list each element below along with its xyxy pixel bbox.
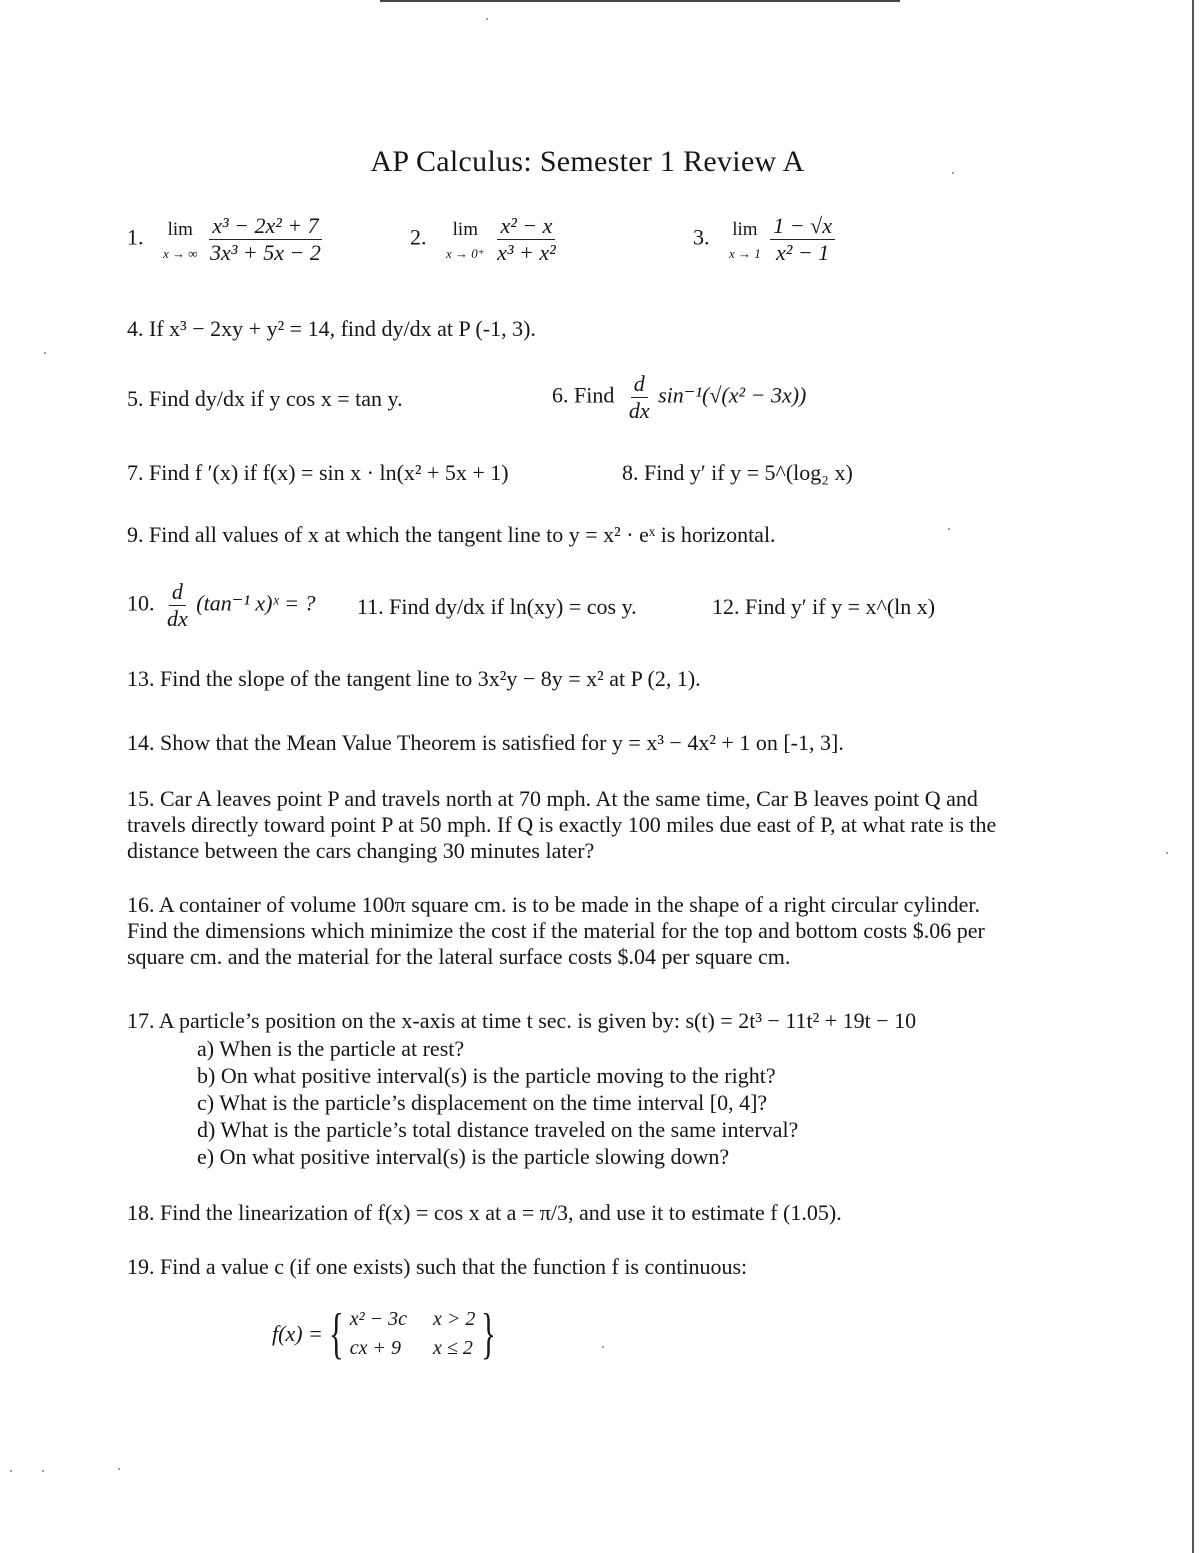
problem-number: 1.	[127, 224, 144, 250]
problem-4: 4. If x³ − 2xy + y² = 14, find dy/dx at P (-1, 3).	[127, 316, 536, 341]
problem-11: 11. Find dy/dx if ln(xy) = cos y.	[357, 594, 637, 619]
limit-operator: lim x → ∞	[163, 218, 198, 262]
page-title: AP Calculus: Semester 1 Review A	[370, 145, 805, 178]
scan-speck	[10, 1470, 12, 1472]
problem-number: 3.	[693, 224, 710, 250]
piecewise-function: f(x) = { x² − 3c x > 2 cx + 9 x ≤ 2 }	[272, 1303, 497, 1365]
problem-17b: b) On what positive interval(s) is the particle moving to the right?	[197, 1063, 776, 1088]
right-brace: }	[481, 1303, 497, 1365]
problem-3	[693, 214, 835, 265]
scan-speck	[118, 1468, 120, 1470]
right-edge-rule	[1192, 0, 1194, 1553]
problem-17d: d) What is the particle’s total distance traveled on the same interval?	[197, 1117, 799, 1142]
derivative-operator: $\frac{d}{dx}$	[628, 371, 650, 424]
problem-13: 13. Find the slope of the tangent line to 3x²y − 8y = x² at P (2, 1).	[127, 666, 701, 691]
problem-6: 6. Find $\frac{d}{dx}$ sin⁻¹(√(x² − 3x))	[552, 371, 807, 424]
problem-5: 5. Find dy/dx if y cos x = tan y.	[127, 386, 403, 411]
scan-speck	[1166, 852, 1168, 854]
top-rule	[380, 0, 900, 2]
problem-17c: c) What is the particle’s displacement on the time interval [0, 4]?	[197, 1090, 768, 1115]
fraction: $\frac{1 - √x}{\text{x² − 1}}$	[770, 214, 835, 265]
piecewise-cases: x² − 3c x > 2 cx + 9 x ≤ 2	[349, 1308, 476, 1359]
problem-10: 10. $\frac{d}{dx}$ (tan⁻¹ x)ˣ = ?	[127, 579, 316, 632]
problem-2	[410, 214, 559, 265]
problem-17a: a) When is the particle at rest?	[197, 1036, 465, 1061]
limit-operator: lim x → 1	[729, 218, 761, 262]
scan-speck	[42, 1470, 44, 1472]
scan-speck	[948, 528, 950, 530]
problem-14: 14. Show that the Mean Value Theorem is satisfied for y = x³ − 4x² + 1 on [-1, 3].	[127, 730, 844, 755]
fraction: $\frac{\text{x² − x}}{\text{x³ + x²}}$	[497, 213, 556, 266]
problem-1	[127, 214, 324, 265]
scan-speck	[602, 1346, 604, 1348]
scan-speck	[952, 172, 954, 174]
derivative-operator: $\frac{d}{dx}$	[167, 579, 188, 632]
problem-16: 16. A container of volume 100π square cm. is to be made in the shape of a right circular cylinder. Find the dimensions which minimize the cost if the material for the top and bottom costs $.06 per square cm. and the material for the lateral surface costs $.04 per square cm.	[127, 892, 985, 969]
problem-17: 17. A particle’s position on the x-axis at time t sec. is given by: s(t) = 2t³ − 11t² + 19t − 10	[127, 1008, 917, 1033]
problem-number: 2.	[410, 224, 427, 250]
left-brace: {	[328, 1303, 344, 1365]
limit-operator: lim x → 0⁺	[446, 218, 485, 262]
scan-speck	[486, 18, 488, 20]
problem-17e: e) On what positive interval(s) is the particle slowing down?	[197, 1144, 730, 1169]
problem-8: 8. Find y′ if y = 5^(log₂ x)	[622, 460, 853, 485]
problem-12: 12. Find y′ if y = x^(ln x)	[712, 594, 936, 619]
scan-speck	[44, 352, 46, 354]
problem-7: 7. Find f ′(x) if f(x) = sin x · ln(x² + 5x + 1)	[127, 460, 509, 485]
problem-15: 15. Car A leaves point P and travels north at 70 mph. At the same time, Car B leaves point Q and travels directly toward point P at 50 mph. If Q is exactly 100 miles due east of P, at what rate is the distance between the cars changing 30 minutes later?	[127, 786, 997, 863]
problem-9: 9. Find all values of x at which the tangent line to y = x² · eˣ is horizontal.	[127, 522, 776, 547]
problem-19: 19. Find a value c (if one exists) such that the function f is continuous:	[127, 1254, 748, 1279]
problem-18: 18. Find the linearization of f(x) = cos x at a = π/3, and use it to estimate f (1.05).	[127, 1200, 842, 1225]
fraction: $\frac{\text{x³ − 2x² + 7}}{\text{3x³ + 5x − 2}}$	[210, 213, 321, 266]
